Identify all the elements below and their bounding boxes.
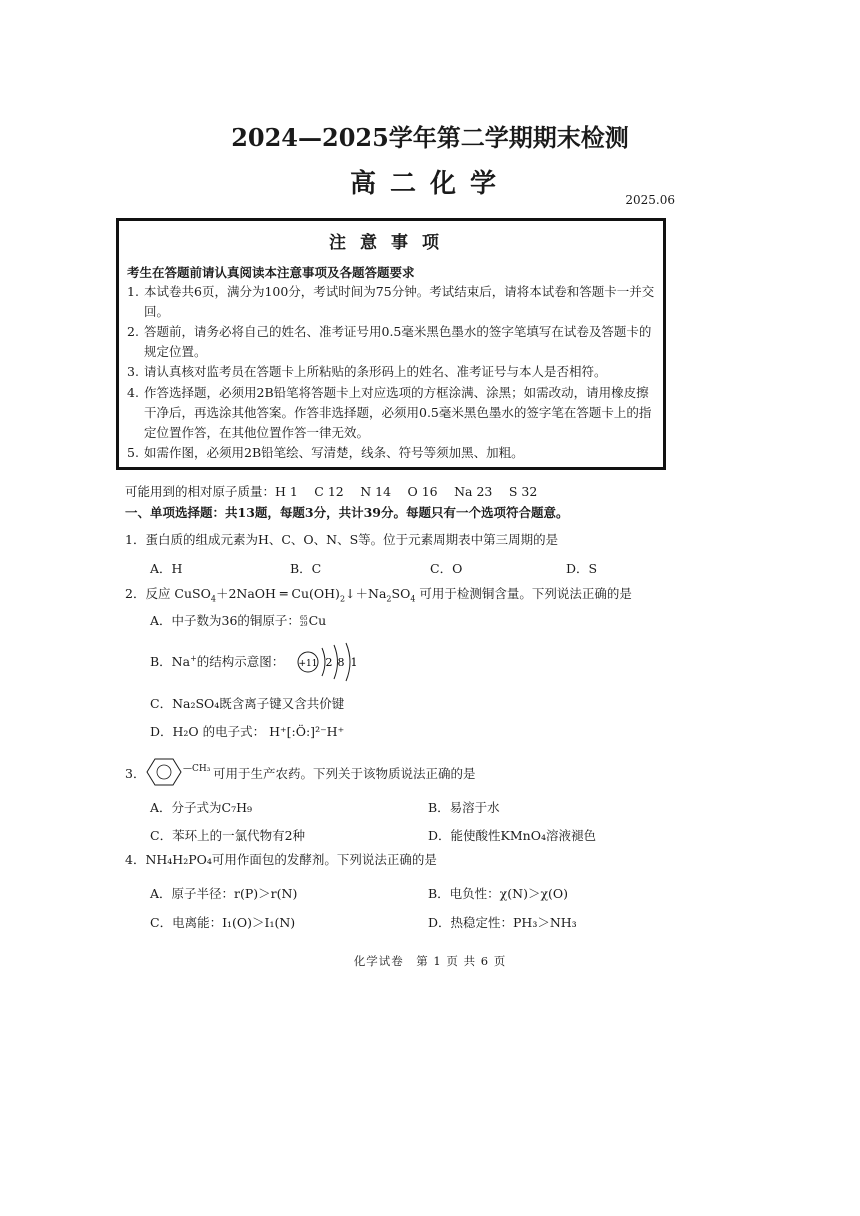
shell-electron-count: 1 bbox=[350, 656, 358, 669]
q4-option-d: D．热稳定性：PH₃＞NH₃ bbox=[428, 915, 577, 930]
notice-box bbox=[116, 218, 666, 470]
q4-option-b: B．电负性：χ(N)＞χ(O) bbox=[428, 886, 569, 901]
atomic-masses: 可能用到的相对原子质量：H 1 C 12 N 14 O 16 Na 23 S 32 bbox=[125, 484, 538, 499]
exam-subtitle: 高二化学 bbox=[349, 169, 510, 199]
notice-item-text: 如需作图，必须用2B铅笔绘、写清楚，线条、符号等须加黑、加粗。 bbox=[144, 445, 524, 460]
question-3-stem: 可用于生产农药。下列关于该物质说法正确的是 bbox=[213, 766, 476, 781]
notice-item-number: 1. bbox=[127, 284, 139, 299]
q1-option-c: C．O bbox=[430, 561, 463, 576]
q3-option-d: D．能使酸性KMnO₄溶液褪色 bbox=[428, 828, 596, 843]
notice-item-text: 答题前，请务必将自己的姓名、准考证号用0.5毫米黑色墨水的签字笔填写在试卷及答题卡的规定位置。 bbox=[144, 324, 652, 359]
notice-item-number: 4. bbox=[127, 385, 139, 400]
electron-shell-arc bbox=[346, 643, 350, 681]
q1-option-d: D．S bbox=[566, 561, 598, 576]
notice-item-number: 5. bbox=[127, 445, 139, 460]
notice-item-text: 本试卷共6页，满分为100分，考试时间为75分钟。考试结束后，请将本试卷和答题卡一并交回。 bbox=[144, 284, 655, 319]
q2-stem-suffix: 可用于检测铜含量。下列说法正确的是 bbox=[419, 586, 632, 601]
sodium-ion-structure-diagram bbox=[296, 640, 366, 686]
question-3-number: 3． bbox=[125, 766, 146, 781]
benzene-ring-icon bbox=[146, 756, 184, 788]
q1-option-a: A．H bbox=[150, 561, 183, 576]
notice-item bbox=[127, 322, 659, 362]
shell-electron-count: 2 bbox=[325, 656, 333, 669]
notice-item bbox=[127, 383, 659, 443]
q2-option-a-text: A．中子数为36的铜原子： bbox=[150, 613, 300, 628]
q4-option-c: C．电离能：I₁(O)＞I₁(N) bbox=[150, 915, 296, 930]
q2-option-c: C．Na₂SO₄既含离子键又含共价键 bbox=[150, 696, 345, 711]
notice-item-text: 请认真核对监考员在答题卡上所粘贴的条形码上的姓名、准考证号与本人是否相符。 bbox=[144, 364, 607, 379]
exam-title: 2024—2025学年第二学期期末检测 bbox=[231, 123, 629, 152]
notice-item-text: 作答选择题，必须用2B铅笔将答题卡上对应选项的方框涂满、涂黑；如需改动，请用橡皮擦干净后，再选涂其他答案。作答非选择题，必须用0.5毫米黑色墨水的签字笔在答题卡上的指定位置作答，在其他位置作答一律无效。 bbox=[144, 385, 652, 440]
notice-heading: 考生在答题前请认真阅读本注意事项及各题答题要求 bbox=[127, 265, 415, 280]
atomic-number: 29 bbox=[299, 620, 308, 628]
notice-item-number: 2. bbox=[127, 324, 139, 339]
methyl-group: —CH₃ bbox=[183, 764, 211, 774]
notice-item bbox=[127, 443, 659, 463]
page-footer: 化学试卷 第 1 页 共 6 页 bbox=[353, 954, 507, 968]
q2-option-b-text-suffix: 的结构示意图： bbox=[196, 654, 285, 669]
q2-option-d-text: D．H₂O 的电子式： bbox=[150, 724, 266, 739]
electron-formula: H⁺[:Ö:]²⁻H⁺ bbox=[269, 724, 345, 739]
notice-title: 注意事项 bbox=[329, 233, 453, 253]
question-4-stem: 4．NH₄H₂PO₄可用作面包的发酵剂。下列说法正确的是 bbox=[125, 852, 437, 867]
q2-option-b-text: B．Na bbox=[150, 654, 191, 669]
q2-option-b: B．Na+的结构示意图： bbox=[150, 653, 285, 669]
nuclide-numbers bbox=[300, 616, 308, 628]
q2-option-d bbox=[150, 722, 344, 740]
question-2-stem: 2．反应 CuSO$_4$＋2NaOH ═ $Cu(OH)_2↓+Na_2SO_4$ 可用于检测铜含量。下列说法正确的是 bbox=[125, 586, 632, 604]
q3-option-a: A．分子式为C₇H₉ bbox=[150, 800, 253, 815]
q3-option-b: B．易溶于水 bbox=[428, 800, 500, 815]
question-1-stem: 1．蛋白质的组成元素为H、C、O、N、S等。位于元素周期表中第三周期的是 bbox=[125, 532, 559, 547]
section-heading: 一、单项选择题：共13题，每题3分，共计39分。每题只有一个选项符合题意。 bbox=[125, 505, 569, 520]
q4-option-a: A．原子半径：r(P)＞r(N) bbox=[150, 886, 298, 901]
q1-option-b: B．C bbox=[290, 561, 322, 576]
notice-item-number: 3. bbox=[127, 364, 139, 379]
q2-option-a bbox=[150, 611, 326, 629]
q2-stem-prefix: 2．反应 CuSO bbox=[125, 586, 211, 601]
nuclide-symbol: Cu bbox=[308, 613, 327, 628]
nucleus-charge: +11 bbox=[298, 659, 318, 669]
mass-number: 65 bbox=[299, 614, 308, 622]
q3-option-c: C．苯环上的一氯代物有2种 bbox=[150, 828, 306, 843]
notice-item bbox=[127, 282, 659, 322]
exam-date: 2025.06 bbox=[625, 193, 675, 207]
shell-electron-count: 8 bbox=[337, 656, 345, 669]
notice-item bbox=[127, 362, 659, 382]
